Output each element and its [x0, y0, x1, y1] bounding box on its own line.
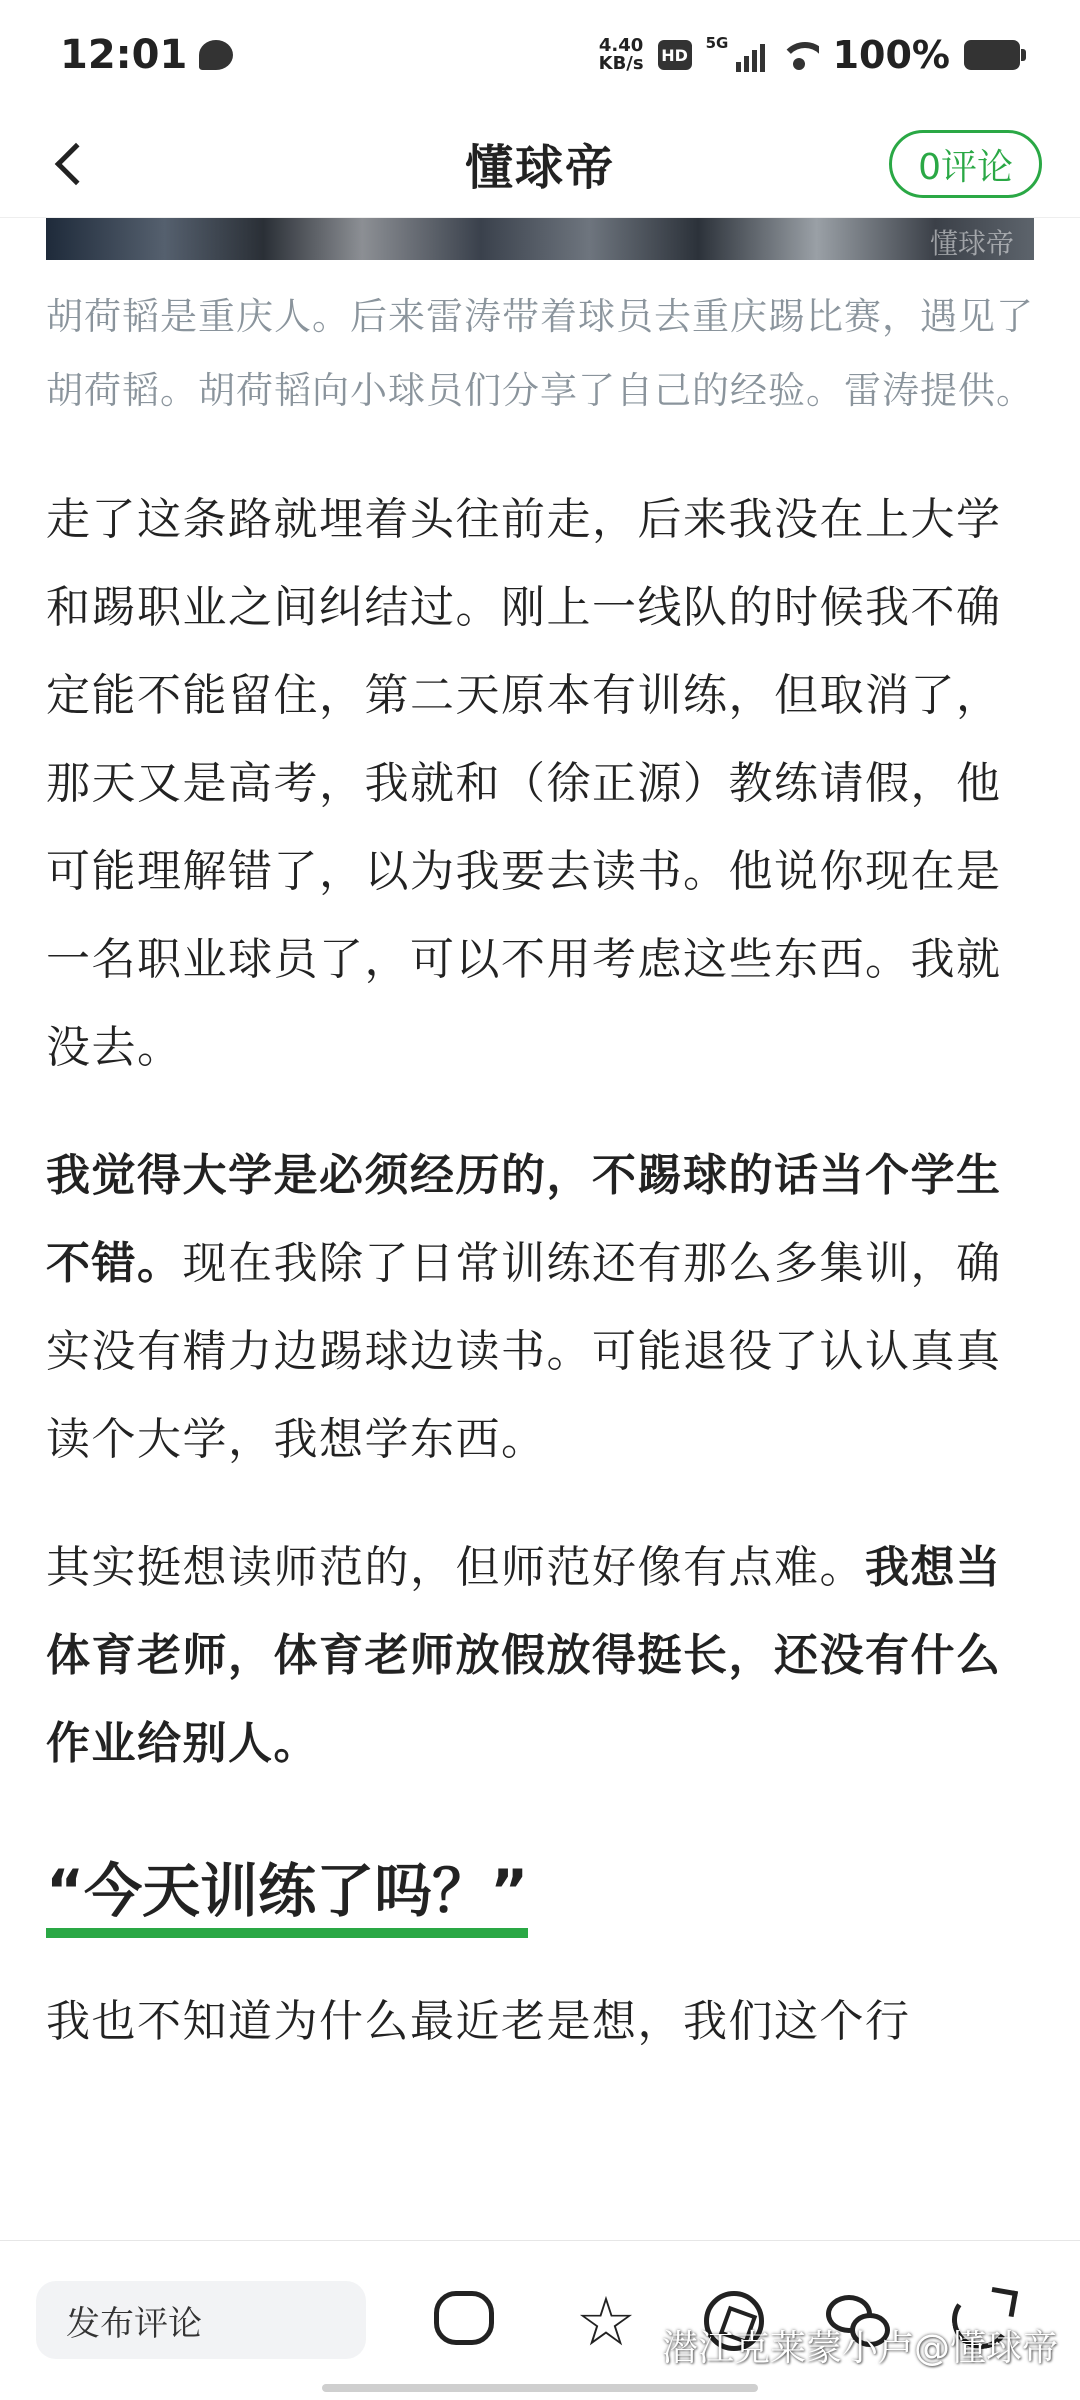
article-paragraph — [46, 1132, 1034, 1484]
photo-watermark: 懂球帝 — [929, 227, 1014, 260]
network-speed-value: 4.40 — [598, 35, 644, 56]
message-notification-icon — [199, 40, 233, 70]
comment-input[interactable]: 发布评论 — [36, 2281, 366, 2359]
image-watermark: 潜江克莱蒙小卢@懂球帝 — [661, 2328, 1058, 2369]
photo-caption: 胡荷韬是重庆人。后来雷涛带着球员去重庆踢比赛，遇见了胡荷韬。胡荷韬向小球员们分享了自己的经验。雷涛提供。 — [46, 295, 1034, 412]
article-photo[interactable] — [46, 218, 1034, 260]
article-body — [46, 280, 1034, 2066]
app-header — [0, 110, 1080, 218]
status-time: 12:01 — [60, 32, 188, 78]
network-type-label: 5G — [705, 34, 729, 52]
article-paragraph: 走了这条路就埋着头往前走，后来我没在上大学和踢职业之间纠结过。刚上一线队的时候我不确定能不能留住，第二天原本有训练，但取消了，那天又是高考，我就和（徐正源）教练请假，他可能理解错了，以为我要去读书。他说你现在是一名职业球员了，可以不用考虑这些东西。我就没去。 — [46, 494, 1002, 1073]
battery-percentage: 100% — [832, 33, 950, 77]
article-paragraph — [46, 1524, 1034, 1788]
status-bar — [0, 0, 1080, 110]
comment-icon[interactable] — [434, 2291, 498, 2355]
star-icon[interactable]: ☆ — [575, 2283, 637, 2362]
back-button[interactable] — [40, 134, 100, 194]
battery-icon — [964, 40, 1020, 70]
article-paragraph: 我也不知道为什么最近老是想，我们这个行 — [46, 1996, 911, 2047]
bold-text: 我觉得大学是必须经历的，不踢球的话当个学生不错。 — [46, 1150, 1002, 1289]
paragraph-text: 现在我除了日常训练还有那么多集训，确实没有精力边踢球边读书。可能退役了认认真真读个大学，我想学东西。 — [46, 1238, 1002, 1465]
section-heading: “今天训练了吗？” — [46, 1844, 528, 1938]
network-speed-unit: KB/s — [598, 53, 644, 74]
bold-text: 我想当体育老师，体育老师放假放得挺长，还没有什么作业给别人。 — [46, 1542, 1002, 1769]
back-arrow-icon — [55, 143, 97, 185]
hd-icon: HD — [658, 40, 692, 70]
signal-icon — [705, 34, 765, 72]
header-title: 懂球帝 — [464, 140, 615, 196]
network-speed — [599, 37, 644, 73]
status-right — [599, 33, 1020, 77]
wifi-icon — [779, 38, 819, 72]
home-indicator[interactable] — [322, 2384, 758, 2392]
comment-count-button[interactable]: 0评论 — [889, 130, 1042, 198]
paragraph-text: 其实挺想读师范的，但师范好像有点难。 — [46, 1542, 865, 1593]
